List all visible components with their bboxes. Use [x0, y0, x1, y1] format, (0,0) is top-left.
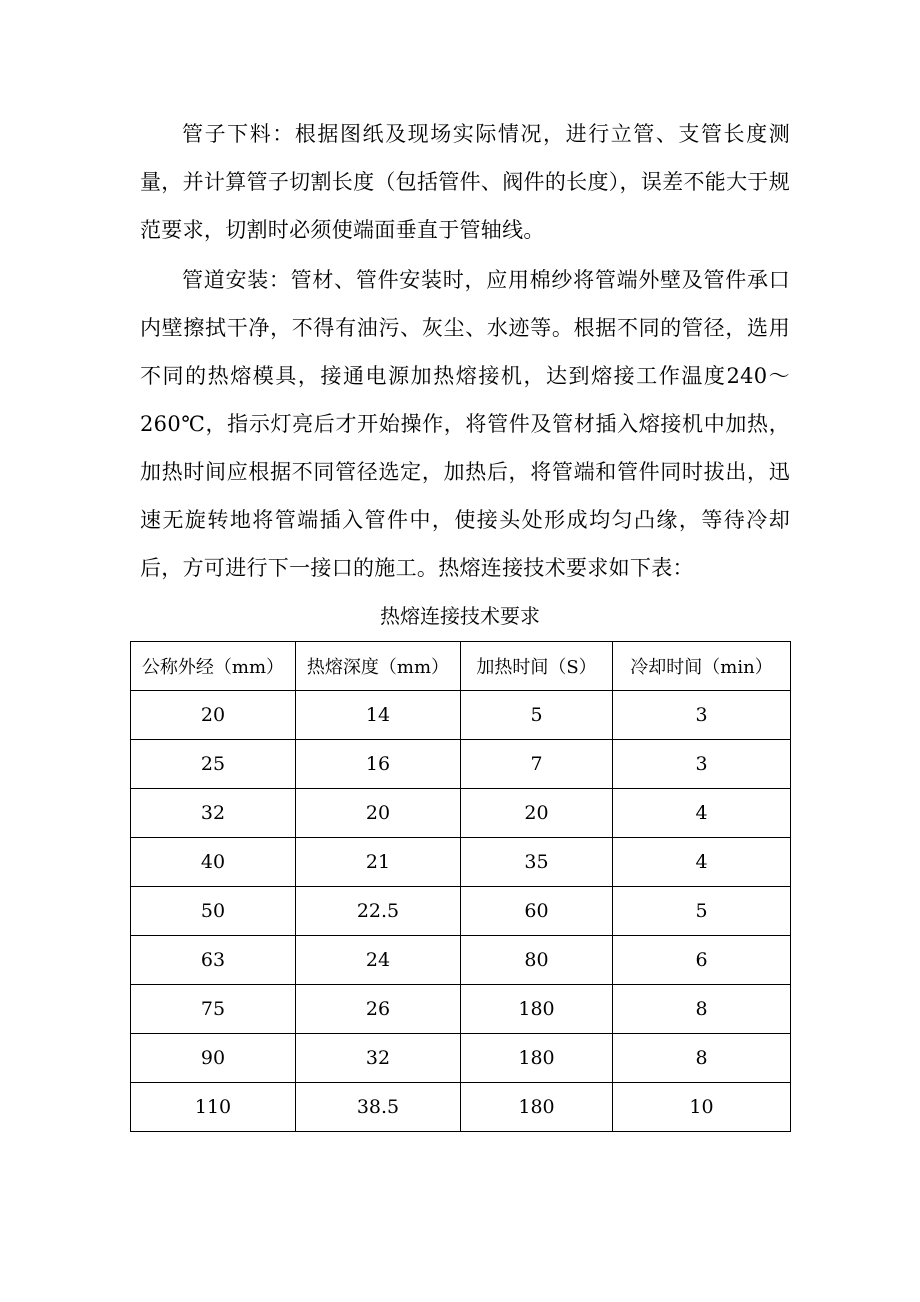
- table-header-row: [131, 642, 791, 691]
- table-row: [131, 789, 791, 838]
- table-row: [131, 887, 791, 936]
- table-cell: 180: [461, 1034, 613, 1083]
- paragraph-pipe-cutting: 管子下料：根据图纸及现场实际情况，进行立管、支管长度测量，并计算管子切割长度（包括管件、阀件的长度），误差不能大于规范要求，切割时必须使端面垂直于管轴线。: [140, 122, 790, 242]
- table-cell: 38.5: [296, 1083, 461, 1132]
- table-cell: 16: [296, 740, 461, 789]
- table-row: [131, 740, 791, 789]
- table-cell: 10: [613, 1083, 791, 1132]
- table-cell: 40: [131, 838, 296, 887]
- table-cell: 7: [461, 740, 613, 789]
- table-cell: 20: [131, 691, 296, 740]
- table-row: [131, 1083, 791, 1132]
- table-row: [131, 838, 791, 887]
- table-cell: 14: [296, 691, 461, 740]
- table-cell: 32: [296, 1034, 461, 1083]
- table-cell: 63: [131, 936, 296, 985]
- table-row: [131, 985, 791, 1034]
- table-cell: 75: [131, 985, 296, 1034]
- table-cell: 3: [613, 691, 791, 740]
- table-cell: 180: [461, 1083, 613, 1132]
- table-cell: 60: [461, 887, 613, 936]
- header-heating-time: 加热时间（S）: [461, 642, 613, 691]
- table-cell: 5: [613, 887, 791, 936]
- table-cell: 26: [296, 985, 461, 1034]
- table-cell: 35: [461, 838, 613, 887]
- header-nominal-diameter: 公称外经（mm）: [131, 642, 296, 691]
- table-cell: 20: [461, 789, 613, 838]
- header-cooling-time: 冷却时间（min）: [613, 642, 791, 691]
- table-cell: 8: [613, 985, 791, 1034]
- table-cell: 32: [131, 789, 296, 838]
- table-cell: 20: [296, 789, 461, 838]
- table-cell: 5: [461, 691, 613, 740]
- table-caption: 热熔连接技术要求: [380, 604, 540, 628]
- table-cell: 110: [131, 1083, 296, 1132]
- header-melt-depth: 热熔深度（mm）: [296, 642, 461, 691]
- table-cell: 6: [613, 936, 791, 985]
- hot-melt-spec-table: [130, 641, 791, 1132]
- table-row: [131, 1034, 791, 1083]
- table-cell: 4: [613, 789, 791, 838]
- table-cell: 25: [131, 740, 296, 789]
- paragraph-pipe-installation: 管道安装：管材、管件安装时，应用棉纱将管端外壁及管件承口内壁擦拭干净，不得有油污、灰尘、水迹等。根据不同的管径，选用不同的热熔模具，接通电源加热熔接机，达到熔接工作温度240～260℃，指示灯亮后才开始操作，将管件及管材插入熔接机中加热，加热时间应根据不同管径选定，加热后，将管端和管件同时拔出，迅速无旋转地将管端插入管件中，使接头处形成均匀凸缘，等待冷却后，方可进行下一接口的施工。热熔连接技术要求如下表：: [140, 268, 790, 580]
- table-row: [131, 936, 791, 985]
- table-cell: 24: [296, 936, 461, 985]
- table-cell: 4: [613, 838, 791, 887]
- table-cell: 22.5: [296, 887, 461, 936]
- table-cell: 180: [461, 985, 613, 1034]
- table-cell: 3: [613, 740, 791, 789]
- table-cell: 21: [296, 838, 461, 887]
- table-cell: 80: [461, 936, 613, 985]
- table-cell: 50: [131, 887, 296, 936]
- table-cell: 8: [613, 1034, 791, 1083]
- table-cell: 90: [131, 1034, 296, 1083]
- table-row: [131, 691, 791, 740]
